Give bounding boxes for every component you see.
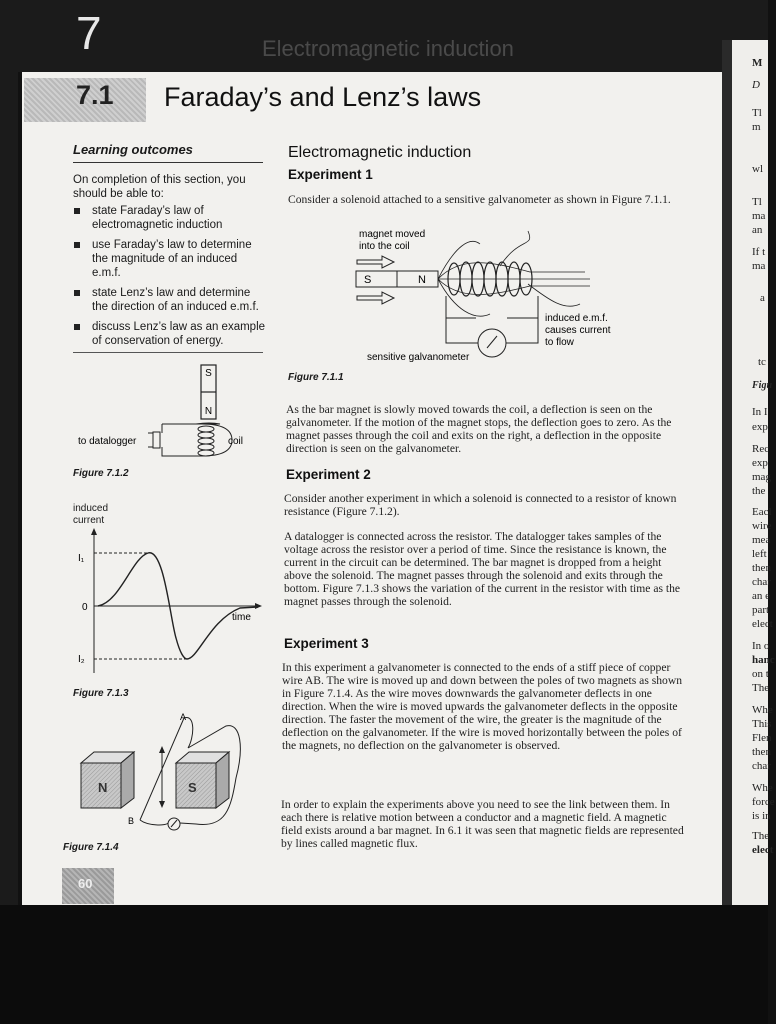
facing-fragment: elect — [752, 844, 774, 856]
learning-outcomes-list — [73, 204, 268, 354]
facing-fragment: hanc — [752, 654, 775, 666]
facing-fragment: elect — [752, 618, 773, 630]
induced-emf-label-line1: induced e.m.f. — [545, 313, 608, 324]
facing-fragment: part — [752, 604, 770, 616]
experiment-3-heading: Experiment 3 — [284, 636, 369, 651]
magnet-pole-s: S — [188, 780, 197, 795]
figure-7-1-2-caption: Figure 7.1.2 — [73, 468, 129, 479]
facing-fragment: then — [752, 562, 771, 574]
facing-fragment: wire — [752, 520, 772, 532]
magnet-pole-s: S — [364, 274, 372, 286]
learning-outcomes-intro: On completion of this section, you should be able to: — [73, 174, 246, 200]
chapter-number: 7 — [76, 7, 102, 59]
page-gutter — [722, 40, 732, 910]
facing-fragment: mea — [752, 534, 771, 546]
facing-fragment: a — [760, 292, 765, 304]
facing-fragment: ma — [752, 260, 766, 272]
facing-fragment: left — [752, 548, 767, 560]
outcome-item: use Faraday’s law to determine the magnitude of an induced e.m.f. — [73, 238, 268, 280]
main-heading: Electromagnetic induction — [288, 144, 472, 161]
facing-fragment: an — [752, 224, 763, 236]
induced-emf-label-line3: to flow — [545, 337, 574, 348]
facing-fragment: then — [752, 746, 771, 758]
figure-7-1-2-diagram — [70, 362, 270, 472]
facing-fragment: an e — [752, 590, 771, 602]
figure-7-1-4-caption: Figure 7.1.4 — [63, 842, 119, 853]
facing-fragment: This — [752, 718, 772, 730]
facing-fragment: In o — [752, 640, 770, 652]
facing-fragment: Tl — [752, 196, 762, 208]
section-title: Faraday’s and Lenz’s laws — [164, 82, 482, 112]
figure-7-1-4-diagram — [76, 708, 266, 834]
facing-fragment: Eacl — [752, 506, 772, 518]
figure-7-1-1-diagram — [350, 226, 630, 366]
facing-fragment: In I — [752, 406, 768, 418]
experiment-3-body: In this experiment a galvanometer is connected to the ends of a stiff piece of copper wire AB. The wire is moved up and down between the poles of two magnets as shown in Figure 7.1.4. As the wire moves downwards the galvanometer deflects in one direction. When the wire is moved upwards the galvanometer deflects in the opposite direction. The faster the movement of the wire, the greater is the magnitude of the deflection on the galvanometer. If the wire is moved horizontally between the poles of the magnets, no deflection on the galvanometer is observed. — [282, 661, 683, 752]
facing-fragment: Tl — [752, 107, 762, 119]
dark-left-background — [0, 0, 18, 910]
graph-y-axis-label: induced current — [73, 503, 109, 526]
page-number: 60 — [78, 876, 93, 891]
facing-fragment: force — [752, 796, 775, 808]
facing-fragment: ma — [752, 210, 766, 222]
facing-fragment: The — [752, 682, 770, 694]
learning-outcomes-heading: Learning outcomes — [73, 142, 193, 157]
facing-fragment: Flen — [752, 732, 772, 744]
graph-x-axis-label: time — [232, 612, 251, 623]
facing-fragment: M — [752, 57, 763, 69]
induced-emf-label-line2: causes current — [545, 325, 611, 336]
experiment-1-intro: Consider a solenoid attached to a sensitive galvanometer as shown in Figure 7.1.1. — [288, 193, 671, 206]
facing-fragment: Figu — [752, 380, 773, 391]
tick-i2: I₂ — [78, 654, 85, 665]
tick-zero: 0 — [82, 602, 88, 613]
facing-fragment: Whe — [752, 704, 773, 716]
chapter-title-faded: Electromagnetic induction — [262, 36, 514, 61]
facing-fragment: m — [752, 121, 761, 133]
magnet-pole-n: N — [418, 274, 426, 286]
outcome-item: state Faraday’s law of electromagnetic induction — [73, 204, 268, 232]
figure-7-1-1-caption: Figure 7.1.1 — [288, 372, 344, 383]
facing-fragment: the — [752, 485, 766, 497]
wire-end-b: B — [128, 816, 135, 826]
experiment-2-heading: Experiment 2 — [286, 467, 371, 482]
experiment-2-para-1: Consider another experiment in which a solenoid is connected to a resistor of known resistance (Figure 7.1.2). — [284, 492, 677, 518]
facing-fragment: exp — [752, 457, 768, 469]
facing-fragment: char — [752, 576, 771, 588]
magnet-pole-n: N — [98, 780, 108, 795]
facing-fragment: char — [752, 760, 771, 772]
outcome-item: discuss Lenz’s law as an example of conservation of energy. — [73, 320, 268, 348]
facing-fragment: on t — [752, 668, 769, 680]
dark-bottom-background — [0, 905, 768, 1024]
galvanometer-label: sensitive galvanometer — [367, 352, 470, 363]
figure-7-1-3-caption: Figure 7.1.3 — [73, 688, 129, 699]
section-number: 7.1 — [76, 80, 114, 110]
heading-rule — [73, 162, 263, 163]
closing-paragraph: In order to explain the experiments above you need to see the link between them. In each there is relative motion between a conductor and a magnetic field. A magnetic field exists around a bar magnet. In 6.1 it was seen that magnetic fields are represented by lines called magnetic flux. — [281, 798, 684, 850]
facing-fragment: mag — [752, 471, 771, 483]
facing-fragment: tc — [758, 356, 766, 368]
magnet-pole-n: N — [204, 406, 213, 417]
coil-label: coil — [228, 436, 244, 447]
experiment-1-body: As the bar magnet is slowly moved towards the coil, a deflection is seen on the galvanometer. If the motion of the magnet stops, the deflection goes to zero. As the magnet passes through the coil and exits on the right, a deflection in the opposite direction is seen on the galvanometer. — [286, 403, 672, 455]
outcome-item: state Lenz’s law and determine the direction of an induced e.m.f. — [73, 286, 268, 314]
tick-i1: I₁ — [78, 553, 85, 564]
facing-fragment: wl — [752, 163, 763, 175]
facing-fragment: If t — [752, 246, 766, 258]
magnet-pole-s: S — [205, 368, 212, 379]
facing-fragment: The — [752, 830, 770, 842]
experiment-1-heading: Experiment 1 — [288, 167, 373, 182]
magnet-moved-label-line2: into the coil — [359, 241, 410, 252]
datalogger-label: to datalogger — [78, 436, 137, 447]
facing-fragment: exp — [752, 421, 768, 433]
facing-fragment: D — [752, 79, 760, 91]
figure-7-1-3-graph — [70, 528, 270, 678]
facing-fragment: Whe — [752, 782, 773, 794]
sidebar-rule — [73, 352, 263, 353]
facing-fragment: is in — [752, 810, 771, 822]
wire-end-a: A — [180, 712, 187, 722]
magnet-moved-label-line1: magnet moved — [359, 229, 426, 240]
experiment-2-para-2: A datalogger is connected across the resistor. The datalogger takes samples of the voltage across the resistor over a period of time. Since the resistance is known, the current in the circuit can be determined. The bar magnet is dropped from a height above the solenoid. The magnet passes through the solenoid and exits through the bottom. Figure 7.1.3 shows the variation of the current in the resistor with time as the magnet passes through the solenoid. — [284, 530, 681, 608]
facing-fragment: Rec — [752, 443, 770, 455]
